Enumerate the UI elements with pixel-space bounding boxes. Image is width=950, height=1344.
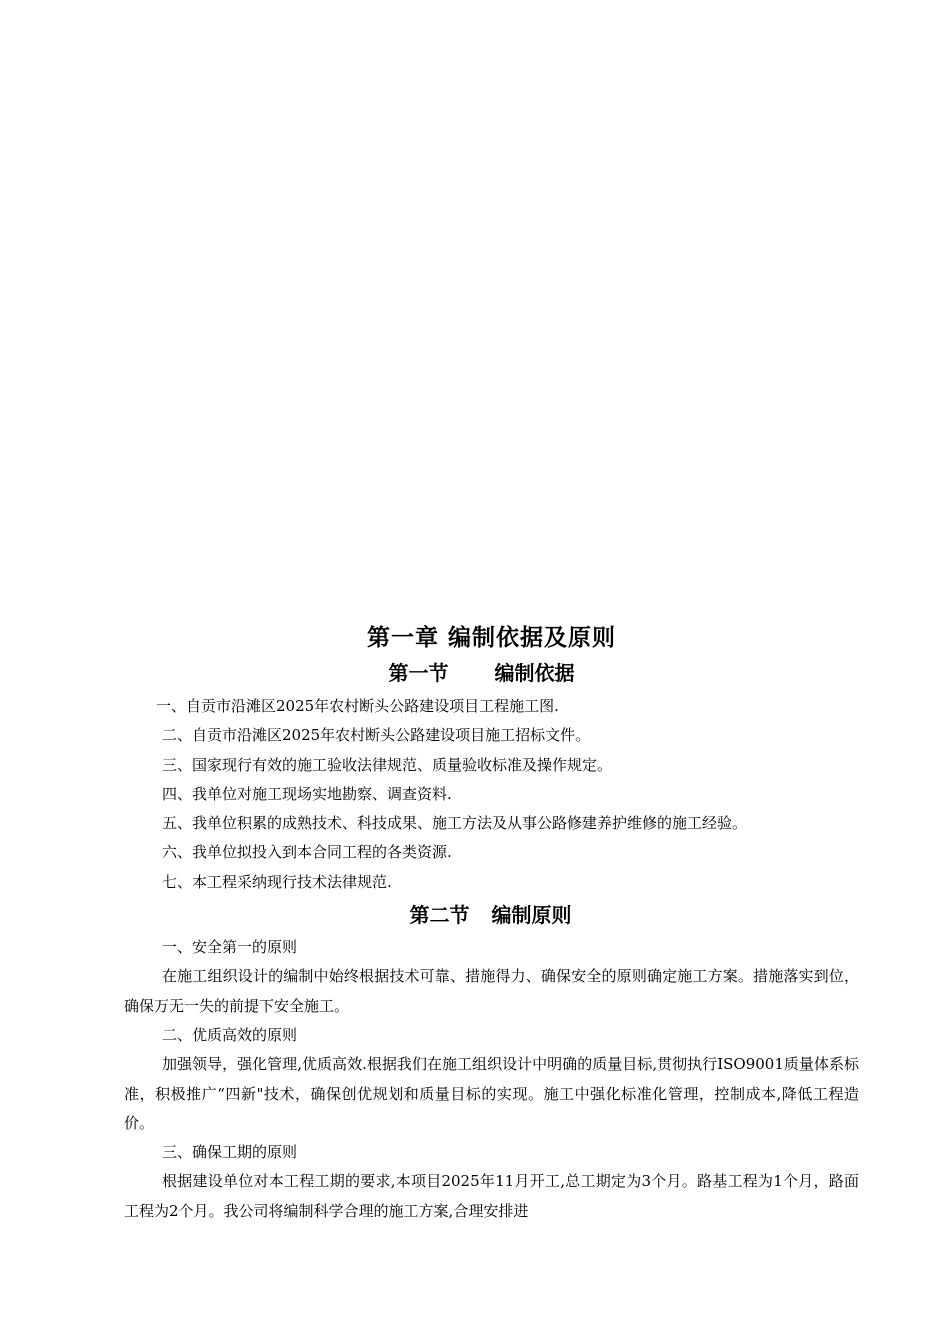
basis-item-7: 七、本工程采纳现行技术法律规范. [162, 872, 392, 891]
principle-body-safety: 在施工组织设计的编制中始终根据技术可靠、措施得力、确保安全的原则确定施工方案。措施落实到位，确保万无一失的前提下安全施工。 [124, 967, 859, 1015]
section-1-name: 编制依据 [494, 661, 575, 685]
chapter-title: 第一章 编制依据及原则 [366, 625, 616, 651]
basis-item-4: 四、我单位对施工现场实地勘察、调查资料. [162, 784, 452, 803]
section-1-number: 第一节 [388, 661, 449, 685]
section-2-name: 编制原则 [491, 903, 572, 928]
principle-body-quality: 加强领导，强化管理,优质高效.根据我们在施工组织设计中明确的质量目标,贯彻执行ISO9001质量体系标准，积极推广“四新"技术，确保创优规划和质量目标的实现。施工中强化标准化管理，控制成本,降低工程造价。 [124, 1055, 859, 1132]
section-2-heading [122, 898, 859, 932]
section-2-number: 第二节 [409, 903, 470, 928]
section-1-heading [104, 656, 859, 690]
basis-item-3: 三、国家现行有效的施工验收法律规范、质量验收标准及操作规定。 [162, 755, 613, 774]
principle-body-schedule: 根据建设单位对本工程工期的要求,本项目2025年11月开工,总工期定为3个月。路基工程为1个月，路面工程为2个月。我公司将编制科学合理的施工方案,合理安排进 [124, 1172, 859, 1220]
principle-heading-safety: 一、安全第一的原则 [162, 938, 298, 957]
basis-item-6: 六、我单位拟投入到本合同工程的各类资源. [162, 843, 452, 862]
principle-heading-quality: 二、优质高效的原则 [162, 1025, 298, 1044]
basis-item-2: 二、自贡市沿滩区2025年农村断头公路建设项目施工招标文件。 [162, 726, 591, 745]
principle-heading-schedule: 三、确保工期的原则 [162, 1143, 298, 1162]
document-body [124, 620, 859, 1226]
basis-item-1: 一、自贡市沿滩区2025年农村断头公路建设项目工程施工图. [156, 697, 559, 715]
basis-item-5: 五、我单位积累的成熟技术、科技成果、施工方法及从事公路修建养护维修的施工经验。 [162, 814, 748, 833]
